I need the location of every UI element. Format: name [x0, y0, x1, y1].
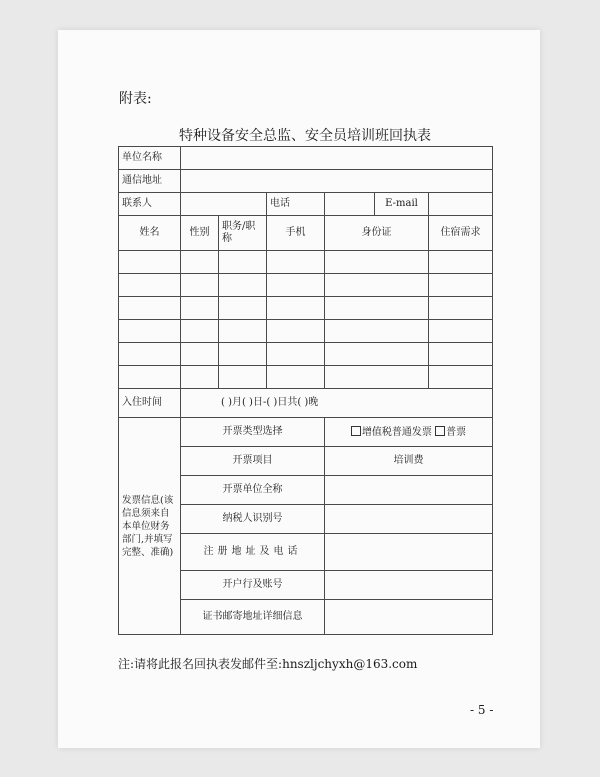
attendee-id-cell[interactable] — [325, 366, 429, 389]
attendee-lodging-cell[interactable] — [429, 320, 493, 343]
header-name: 姓名 — [119, 216, 181, 251]
attendee-id-cell[interactable] — [325, 320, 429, 343]
address-label: 通信地址 — [119, 170, 181, 193]
attendee-mobile-cell[interactable] — [267, 343, 325, 366]
normal-invoice-option-label: 普票 — [446, 426, 467, 438]
email-note — [118, 655, 417, 672]
invoice-info-label: 发票信息(该信息须来自本单位财务部门,并填写完整、准确) — [119, 418, 181, 635]
registration-form-table — [118, 146, 493, 635]
unit-name-input[interactable] — [181, 147, 493, 170]
attendee-row — [119, 343, 493, 366]
contact-label: 联系人 — [119, 193, 181, 216]
taxpayer-id-label: 纳税人识别号 — [181, 505, 325, 534]
email-note-text: 注:请将此报名回执表发邮件至: — [118, 657, 283, 671]
attendee-title-cell[interactable] — [219, 251, 267, 274]
address-input[interactable] — [181, 170, 493, 193]
mailing-address-label: 证书邮寄地址详细信息 — [181, 600, 325, 635]
address-row — [119, 170, 493, 193]
attendee-name-cell[interactable] — [119, 274, 181, 297]
attendee-lodging-cell[interactable] — [429, 343, 493, 366]
attendee-name-cell[interactable] — [119, 297, 181, 320]
attendee-title-cell[interactable] — [219, 297, 267, 320]
attendee-row — [119, 320, 493, 343]
attendee-id-cell[interactable] — [325, 297, 429, 320]
mailing-address-input[interactable] — [325, 600, 493, 635]
taxpayer-id-input[interactable] — [325, 505, 493, 534]
attendee-row — [119, 274, 493, 297]
invoice-item-value: 培训费 — [325, 447, 493, 476]
attendee-name-cell[interactable] — [119, 251, 181, 274]
attendee-lodging-cell[interactable] — [429, 366, 493, 389]
header-title: 职务/职称 — [219, 216, 267, 251]
checkin-row — [119, 389, 493, 418]
attendee-mobile-cell[interactable] — [267, 251, 325, 274]
form-title: 特种设备安全总监、安全员培训班回执表 — [179, 128, 431, 144]
attendee-row — [119, 251, 493, 274]
attendee-title-cell[interactable] — [219, 366, 267, 389]
attachment-label: 附表: — [119, 91, 152, 107]
invoice-item-label: 开票项目 — [181, 447, 325, 476]
invoice-company-input[interactable] — [325, 476, 493, 505]
attendee-title-cell[interactable] — [219, 320, 267, 343]
attendee-gender-cell[interactable] — [181, 320, 219, 343]
attendee-lodging-cell[interactable] — [429, 274, 493, 297]
email-label: E-mail — [375, 193, 429, 216]
checkin-label: 入住时间 — [119, 389, 181, 418]
attendee-lodging-cell[interactable] — [429, 251, 493, 274]
vat-invoice-checkbox[interactable] — [351, 426, 361, 436]
phone-label: 电话 — [267, 193, 325, 216]
attendee-title-cell[interactable] — [219, 343, 267, 366]
attendee-name-cell[interactable] — [119, 343, 181, 366]
registered-address-label: 注册地址及电话 — [181, 534, 325, 571]
attendee-title-cell[interactable] — [219, 274, 267, 297]
attendee-row — [119, 297, 493, 320]
vat-invoice-option-label: 增值税普通发票 — [361, 426, 432, 438]
attendee-id-cell[interactable] — [325, 343, 429, 366]
header-lodging: 住宿需求 — [429, 216, 493, 251]
page-number: - 5 - — [470, 703, 494, 717]
email-address-link[interactable]: hnszljchyxh@163.com — [282, 657, 418, 671]
attendee-id-cell[interactable] — [325, 251, 429, 274]
checkin-date-field[interactable]: ( )月( )日-( )日共( )晚 — [181, 389, 493, 418]
attendee-lodging-cell[interactable] — [429, 297, 493, 320]
invoice-type-label: 开票类型选择 — [181, 418, 325, 447]
contact-input[interactable] — [181, 193, 267, 216]
attendee-mobile-cell[interactable] — [267, 320, 325, 343]
invoice-type-options — [325, 418, 493, 447]
unit-name-row — [119, 147, 493, 170]
email-input[interactable] — [429, 193, 493, 216]
registered-address-input[interactable] — [325, 534, 493, 571]
attendee-id-cell[interactable] — [325, 274, 429, 297]
header-mobile: 手机 — [267, 216, 325, 251]
attendee-mobile-cell[interactable] — [267, 297, 325, 320]
contact-row — [119, 193, 493, 216]
phone-input[interactable] — [325, 193, 375, 216]
normal-invoice-checkbox[interactable] — [435, 426, 445, 436]
attendee-header-row — [119, 216, 493, 251]
attendee-gender-cell[interactable] — [181, 251, 219, 274]
attendee-mobile-cell[interactable] — [267, 274, 325, 297]
invoice-type-row — [119, 418, 493, 447]
header-id-card: 身份证 — [325, 216, 429, 251]
attendee-gender-cell[interactable] — [181, 297, 219, 320]
unit-name-label: 单位名称 — [119, 147, 181, 170]
invoice-company-label: 开票单位全称 — [181, 476, 325, 505]
attendee-gender-cell[interactable] — [181, 343, 219, 366]
bank-account-input[interactable] — [325, 571, 493, 600]
attendee-row — [119, 366, 493, 389]
header-gender: 性别 — [181, 216, 219, 251]
attendee-gender-cell[interactable] — [181, 366, 219, 389]
attendee-mobile-cell[interactable] — [267, 366, 325, 389]
attendee-gender-cell[interactable] — [181, 274, 219, 297]
bank-account-label: 开户行及账号 — [181, 571, 325, 600]
attendee-name-cell[interactable] — [119, 320, 181, 343]
attendee-name-cell[interactable] — [119, 366, 181, 389]
